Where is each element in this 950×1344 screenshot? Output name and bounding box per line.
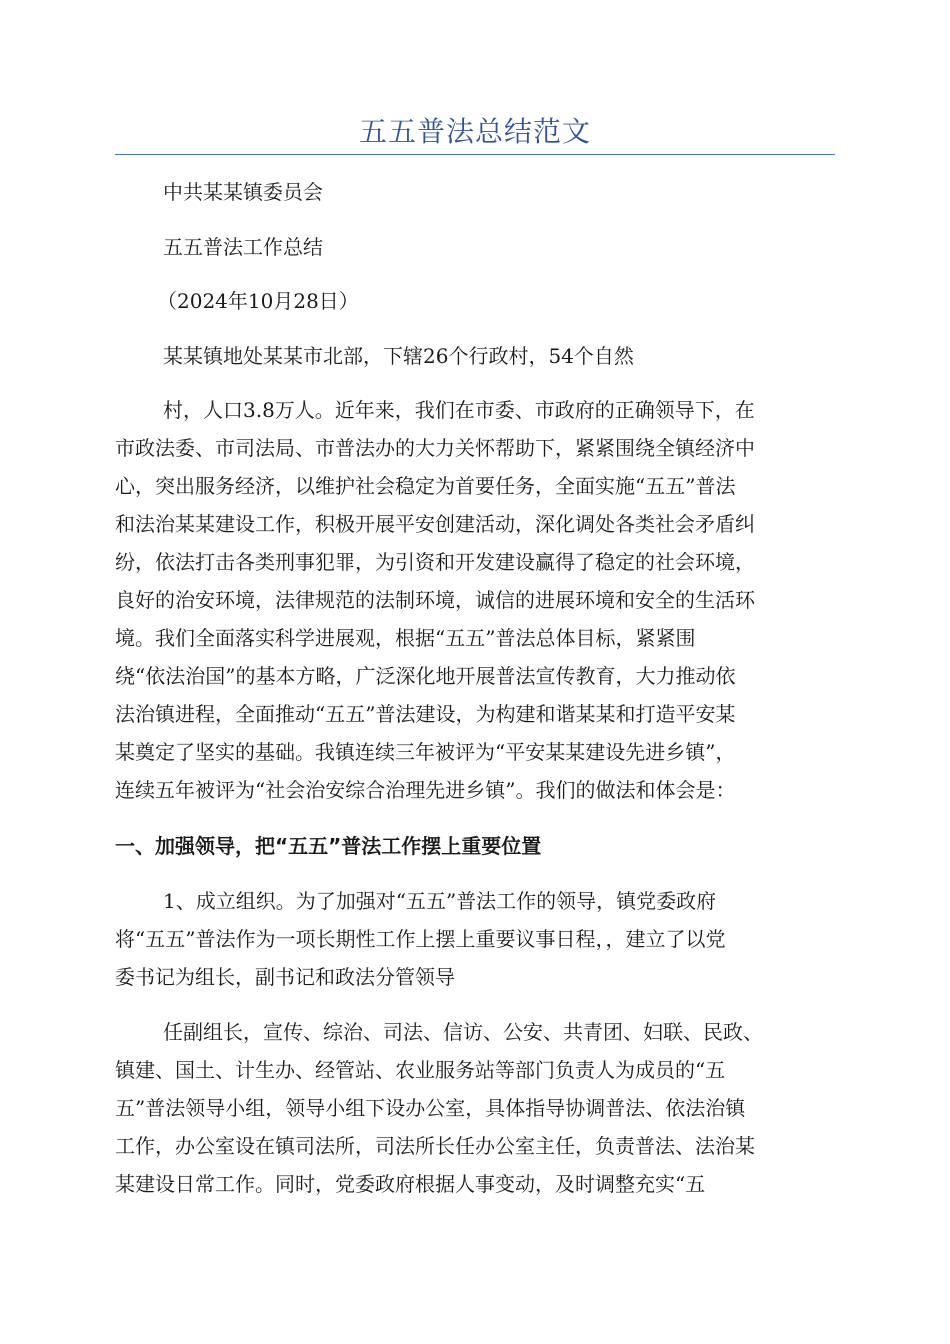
document-title: 五五普法总结范文 bbox=[358, 115, 591, 148]
date-line: （2024年10月28日） bbox=[157, 289, 359, 313]
paragraph-line: 纷，依法打击各类刑事犯罪，为引资和开发建设赢得了稳定的社会环境， bbox=[115, 550, 755, 574]
title-underline bbox=[115, 154, 835, 155]
paragraph-line: 绕“依法治国”的基本方略，广泛深化地开展普法宣传教育，大力推动依 bbox=[115, 664, 736, 688]
paragraph-line: 某奠定了坚实的基础。我镇连续三年被评为“平安某某建设先进乡镇”， bbox=[115, 740, 736, 764]
paragraph-line: 心，突出服务经济，以维护社会稳定为首要任务，全面实施“五五”普法 bbox=[115, 474, 736, 498]
paragraph-line: 和法治某某建设工作，积极开展平安创建活动，深化调处各类社会矛盾纠 bbox=[115, 512, 755, 536]
paragraph-line: 委书记为组长，副书记和政法分管领导 bbox=[115, 965, 455, 989]
paragraph-line: 市政法委、市司法局、市普法办的大力关怀帮助下，紧紧围绕全镇经济中 bbox=[115, 436, 755, 460]
issuer-line: 中共某某镇委员会 bbox=[163, 180, 323, 204]
subtitle-line: 五五普法工作总结 bbox=[163, 235, 323, 259]
paragraph-line: 1、成立组织。为了加强对“五五”普法工作的领导，镇党委政府 bbox=[163, 889, 717, 913]
paragraph-line: 村，人口3.8万人。近年来，我们在市委、市政府的正确领导下，在 bbox=[163, 398, 755, 422]
paragraph-line: 将“五五”普法作为一项长期性工作上摆上重要议事日程，，建立了以党 bbox=[115, 927, 726, 951]
paragraph-line: 任副组长，宣传、综治、司法、信访、公安、共青团、妇联、民政、 bbox=[163, 1020, 763, 1044]
paragraph-line: 连续五年被评为“社会治安综合治理先进乡镇”。我们的做法和体会是： bbox=[115, 778, 736, 802]
section-heading: 一、加强领导，把“五五”普法工作摆上重要位置 bbox=[115, 834, 542, 858]
paragraph-line: 某某镇地处某某市北部，下辖26个行政村，54个自然 bbox=[163, 344, 634, 368]
paragraph-line: 镇建、国土、计生办、经管站、农业服务站等部门负责人为成员的“五 bbox=[115, 1058, 726, 1082]
paragraph-line: 法治镇进程，全面推动“五五”普法建设，为构建和谐某某和打造平安某 bbox=[115, 702, 736, 726]
paragraph-line: 某建设日常工作。同时，党委政府根据人事变动，及时调整充实“五 bbox=[115, 1172, 706, 1196]
paragraph-line: 五”普法领导小组，领导小组下设办公室，具体指导协调普法、依法治镇 bbox=[115, 1096, 746, 1120]
paragraph-line: 工作，办公室设在镇司法所，司法所长任办公室主任，负责普法、法治某 bbox=[115, 1134, 755, 1158]
paragraph-line: 境。我们全面落实科学进展观，根据“五五”普法总体目标，紧紧围 bbox=[115, 626, 696, 650]
paragraph-line: 良好的治安环境，法律规范的法制环境，诚信的进展环境和安全的生活环 bbox=[115, 588, 755, 612]
